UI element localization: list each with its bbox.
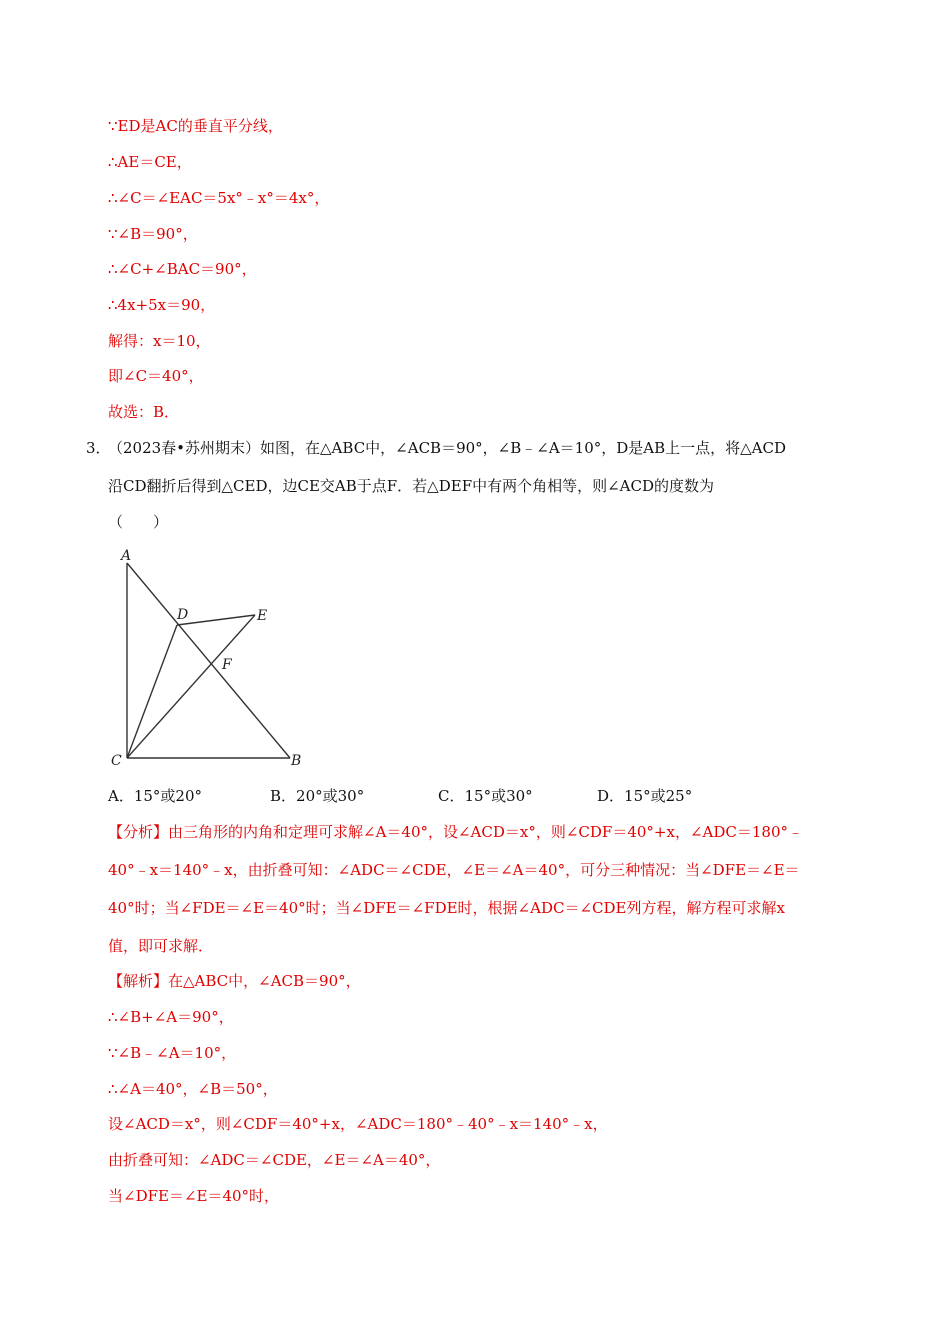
solution-detail-7: 当∠DFE＝∠E＝40°时， — [108, 1187, 280, 1205]
option-b: B．20°或30° — [270, 787, 365, 805]
label-d: D — [177, 607, 189, 623]
analysis-line-4: 值，即可求解． — [108, 937, 214, 955]
solution-detail-1: 【解析】在△ABC中，∠ACB＝90°， — [108, 972, 361, 990]
label-f: F — [222, 657, 232, 673]
analysis-line-1: 【分析】由三角形的内角和定理可求解∠A＝40°，设∠ACD＝x°，则∠CDF＝40°+x，∠ADC＝180°﹣ — [108, 823, 803, 841]
question-line-1: （2023春•苏州期末）如图，在△ABC中，∠ACB＝90°，∠B﹣∠A＝10°，D是AB上一点，将△ACD — [108, 439, 786, 457]
option-a: A．15°或20° — [108, 787, 203, 805]
label-a: A — [121, 548, 132, 564]
solution-line-1: ∵ED是AC的垂直平分线， — [108, 117, 283, 135]
solution-line-6: ∴4x+5x＝90， — [108, 296, 216, 314]
solution-line-7: 解得：x＝10， — [108, 332, 211, 350]
question-line-2: 沿CD翻折后得到△CED，边CE交AB于点F．若△DEF中有两个角相等，则∠ACD的度数为 — [108, 477, 715, 495]
solution-line-8: 即∠C＝40°， — [108, 367, 204, 385]
solution-line-5: ∴∠C+∠BAC＝90°， — [108, 260, 257, 278]
solution-line-4: ∵∠B＝90°， — [108, 225, 198, 243]
segment-de — [177, 615, 255, 625]
label-b: B — [291, 753, 302, 769]
solution-detail-4: ∴∠A＝40°，∠B＝50°， — [108, 1080, 278, 1098]
solution-line-9: 故选：B． — [108, 403, 180, 421]
segment-ce — [127, 615, 255, 758]
segment-cd — [127, 625, 177, 758]
solution-line-3: ∴∠C＝∠EAC＝5x°﹣x°＝4x°， — [108, 189, 330, 207]
label-e: E — [257, 608, 268, 624]
segment-ab — [127, 563, 290, 758]
solution-detail-5: 设∠ACD＝x°，则∠CDF＝40°+x，∠ADC＝180°﹣40°﹣x＝140°﹣x， — [108, 1115, 608, 1133]
question-number: 3． — [86, 439, 111, 457]
geometry-figure — [105, 545, 315, 775]
option-d: D．15°或25° — [597, 787, 693, 805]
solution-line-2: ∴AE＝CE， — [108, 153, 192, 171]
label-c: C — [111, 753, 122, 769]
option-c: C．15°或30° — [438, 787, 533, 805]
solution-detail-2: ∴∠B+∠A＝90°， — [108, 1008, 234, 1026]
question-line-3: （ ） — [108, 513, 169, 531]
analysis-line-2: 40°﹣x＝140°﹣x，由折叠可知：∠ADC＝∠CDE，∠E＝∠A＝40°，可分三种情况：当∠DFE＝∠E＝ — [108, 861, 800, 879]
analysis-line-3: 40°时；当∠FDE＝∠E＝40°时；当∠DFE＝∠FDE时，根据∠ADC＝∠CDE列方程，解方程可求解x — [108, 899, 785, 917]
solution-detail-3: ∵∠B﹣∠A＝10°， — [108, 1044, 237, 1062]
solution-detail-6: 由折叠可知：∠ADC＝∠CDE，∠E＝∠A＝40°， — [108, 1151, 441, 1169]
